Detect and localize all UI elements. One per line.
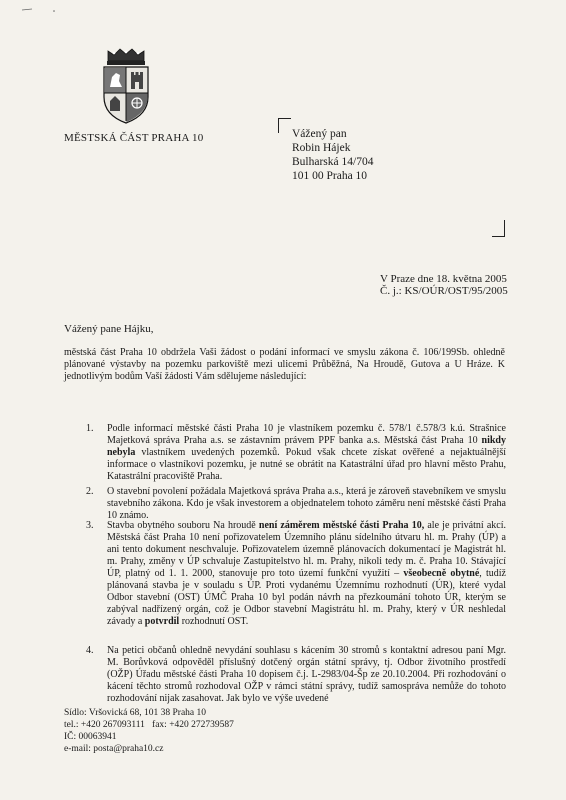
recipient-city: 101 00 Praha 10 <box>292 170 368 182</box>
footer-ic: IČ: 00063941 <box>64 732 117 742</box>
date-reference-block <box>380 273 508 297</box>
footer-address: Sídlo: Vršovická 68, 101 38 Praha 10 <box>64 708 207 718</box>
footer-fax: fax: +420 272739587 <box>152 720 234 730</box>
recipient-address <box>292 127 373 183</box>
item-text: Na petici občanů ohledně nevydání souhlasu s kácením 30 stromů s kontaktní adresou paní Mgr. M. Borůvková odpověděl příslušný dotčený orgán státní správy, tj. Odbor životního prostředí (OŽP) Úřadu městské části Praha 10 dopisem č.j. L-2983/04-Šp ze 20.10.2004. Při rozhodování o kácení těchto stromů rozhodoval OŽP v rámci státní správy, tudíž samosprávа nemůže do tohoto rozhodování nijak zasahovat. Jak bylo ve výše uvedené <box>107 645 506 704</box>
address-window-corner-bottom-right <box>492 220 505 237</box>
item-number: 2. <box>86 486 94 497</box>
organization-name: MĚSTSKÁ ČÁST PRAHA 10 <box>64 132 204 144</box>
item-number: 3. <box>86 520 94 531</box>
list-item <box>86 520 506 628</box>
address-window-corner-top-left <box>278 118 291 133</box>
letter-footer <box>64 707 234 755</box>
footer-contacts <box>64 719 234 731</box>
scan-artifact <box>20 6 60 14</box>
list-item <box>86 645 506 705</box>
recipient-street: Bulharská 14/704 <box>292 156 374 168</box>
item-number: 4. <box>86 645 94 656</box>
recipient-salutation: Vážený pan <box>292 128 347 140</box>
list-item <box>86 423 506 483</box>
letter-date: V Praze dne 18. května 2005 <box>380 273 507 285</box>
greeting: Vážený pane Hájku, <box>64 323 154 335</box>
footer-phone: tel.: +420 267093111 <box>64 720 145 730</box>
coat-of-arms-icon <box>100 45 152 125</box>
intro-paragraph: městská část Praha 10 obdržela Vaši žádost o podání informací ve smyslu zákona č. 106/199Sb. ohledně plánované výstavby na pozemku parkoviště mezi ulicemi Průběžná, Na Hroudě, Gutova a U Hráze. K jednotlivým bodům Vaší žádosti Vám sdělujeme následující: <box>64 347 505 382</box>
list-item <box>86 486 506 522</box>
footer-email: e-mail: posta@praha10.cz <box>64 744 164 754</box>
recipient-name: Robin Hájek <box>292 142 351 154</box>
item-text: Podle informací městské části Praha 10 je vlastníkem pozemku č. 578/1 č.578/3 k.ú. Strašnice Majetková správa Praha a.s. se zástavním právem PPF banka a.s. Městská část Praha 10 nikdy nebyla vlastníkem uvedených pozemků. Pokud však chcete získat ověřené a nejaktuálnější informace o vlastníkovi pozemku, je nutné se obrátit na Katastrální úřad pro hlavní město Prahu, Katastrální pracoviště Praha. <box>107 423 506 482</box>
reference-number: Č. j.: KS/OÚR/OST/95/2005 <box>380 285 508 297</box>
item-text: O stavební povolení požádala Majetková správa Praha a.s., která je zároveň stavebníkem ve smyslu stavebního zákona. Kdo je však investorem a objednatelem tohoto záměru není městské části Praha 10 známo. <box>107 486 506 521</box>
item-text: Stavba obytného souboru Na hroudě není záměrem městské části Praha 10, ale je privátní akcí. Městská část Praha 10 není pořizovatelem Územního plánu sídelního útvaru hl. m. Prahy (ÚP) a ani tento dokument neschvaluje. Pořizovatelem územně plánovacích dokumentací je Magistrát hl. m. Prahy, změny v ÚP schvaluje Zastupitelstvo hl. m. Prahy, nikoli tedy m. č. Praha 10. Stávající ÚP, platný od 1. 1. 2000, stanovuje pro toto území funkční využití – všeobecně obytné, tudíž plánovaná stavba je v souladu s ÚP. Proti vydanému Územnímu rozhodnutí (ÚR), které vydal Odbor stavební (OST) ÚMČ Praha 10 byl podán návrh na přezkoumání tohoto ÚR, kterým se zabýval nadřízený orgán, což je Odbor stavební Magistrátu hl. m. Prahy, který v ÚR neshledal závady a potvrdil rozhodnutí OST. <box>107 520 506 627</box>
item-number: 1. <box>86 423 94 434</box>
